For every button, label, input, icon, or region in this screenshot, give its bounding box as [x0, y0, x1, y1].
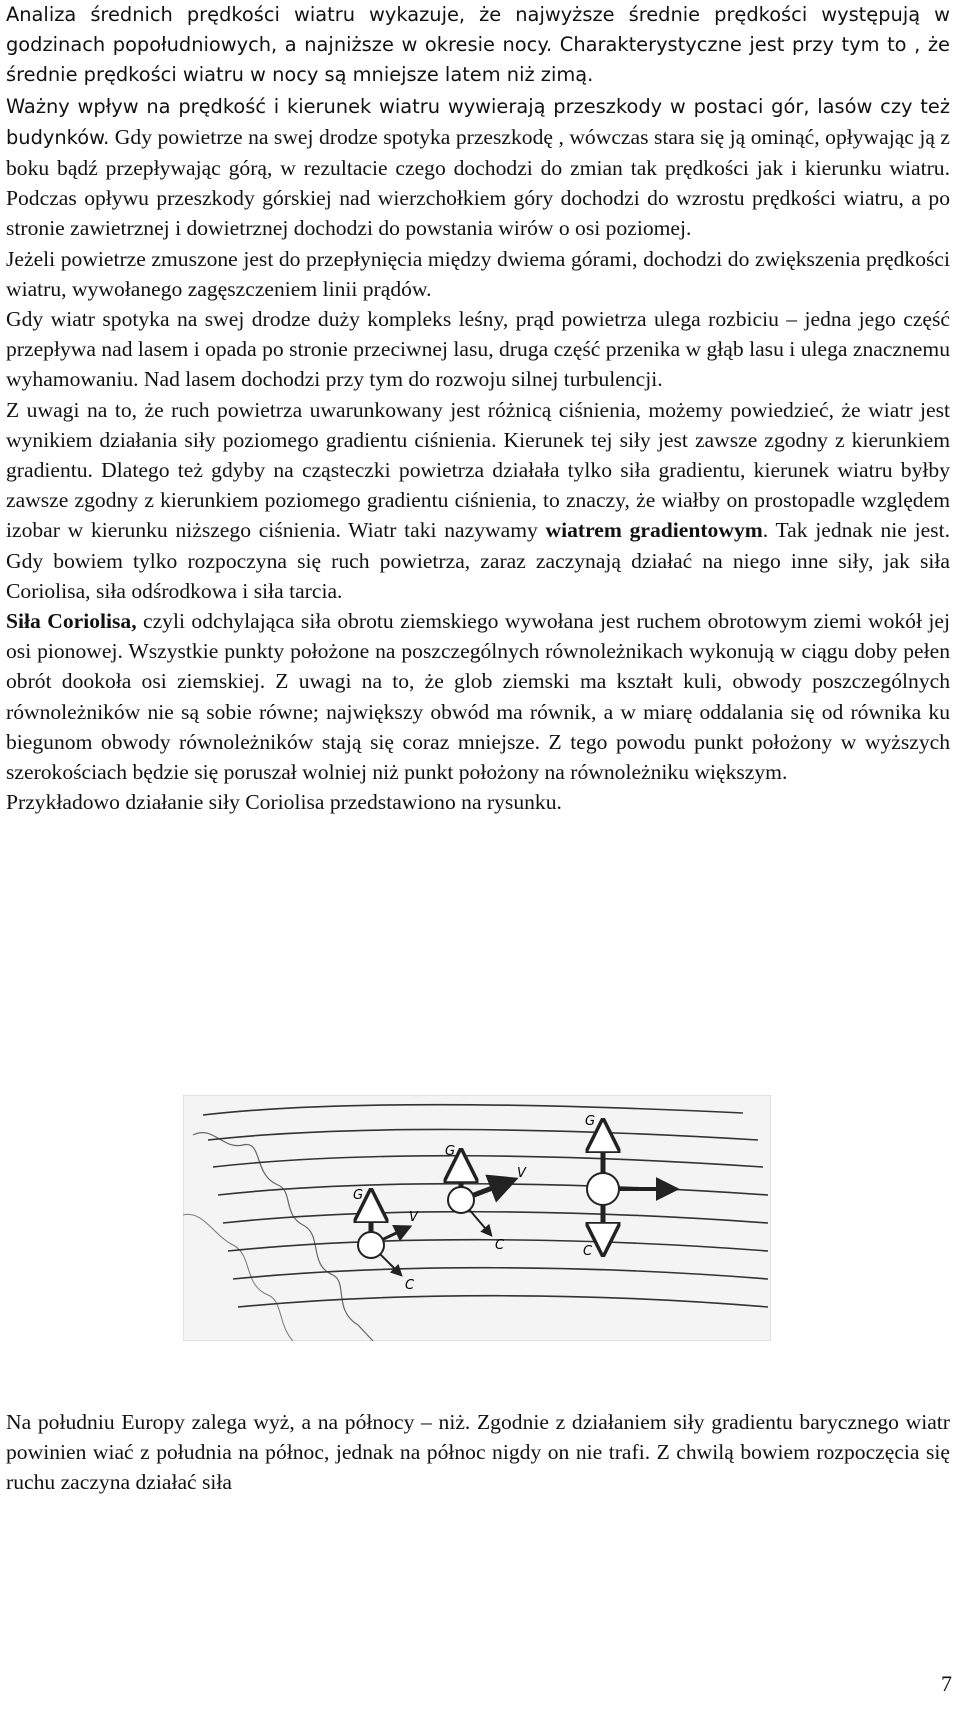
label-c-right: C [583, 1244, 593, 1259]
paragraph-europe-pressure: Na południu Europy zalega wyż, a na północy – niż. Zgodnie z działaniem siły gradientu barycznego wiatr powinien wiać z południa na północ, jednak na północ nigdy on nie trafi. Z chwilą bowiem rozpoczęcia się ruchu zaczyna działać siła [6, 1410, 950, 1495]
paragraph-gradient-wind [6, 395, 950, 606]
paragraph-figure-reference: Przykładowo działanie siły Coriolisa przedstawiono na rysunku. [6, 790, 562, 815]
parcel-circle-middle [448, 1187, 474, 1213]
paragraph-obstacles-rest: Gdy powietrze na swej drodze spotyka przeszkodę , wówczas stara się ją ominąć, opływając ją z boku bądź przepływając górą, w rezultacie czego dochodzi do zmian tak prędkości jak i kierunku wiatru. Podczas opływu przeszkody górskiej nad wierzchołkiem góry dochodzi do wzrostu prędkości wiatru, a po stronie zawietrznej i dowietrznej dochodzi do powstania wirów o osi poziomej. [6, 124, 950, 241]
paragraph-coriolis [6, 606, 950, 787]
paragraph-between-mountains: Jeżeli powietrze zmuszone jest do przepłynięcia między dwiema górami, dochodzi do zwiększenia prędkości wiatru, wywołanego zagęszczeniem linii prądów. [6, 246, 950, 301]
body-text-bottom [6, 1407, 950, 1498]
label-v-left: V [409, 1210, 418, 1225]
term-gradient-wind: wiatrem gradientowym [545, 518, 763, 543]
label-g-middle: G [445, 1144, 456, 1159]
paragraph-obstacles [6, 91, 950, 244]
paragraph-gradient-after: . Tak jednak nie jest. Gdy bowiem tylko rozpoczyna się ruch powietrza, zaraz zaczynają działać na niego inne siły, jak siła Coriolisa, siła odśrodkowa i siła tarcia. [6, 518, 950, 603]
page-number: 7 [941, 1671, 952, 1696]
label-c-middle: C [495, 1238, 505, 1253]
parcel-circle-right [587, 1173, 619, 1205]
label-g-left: G [353, 1188, 364, 1203]
label-v-middle: V [517, 1166, 526, 1181]
label-c-left: C [405, 1278, 415, 1293]
coriolis-figure [183, 1095, 771, 1341]
term-coriolis-force: Siła Coriolisa, [6, 609, 137, 634]
body-text-top [6, 0, 950, 817]
parcel-circle-left [358, 1232, 384, 1258]
coriolis-diagram [183, 1095, 771, 1341]
label-g-right: G [585, 1114, 596, 1129]
paragraph-gradient-before: Z uwagi na to, że ruch powietrza uwarunkowany jest różnicą ciśnienia, możemy powiedzieć, że wiatr jest wynikiem działania siły poziomego gradientu ciśnienia. Kierunek tej siły jest zawsze zgodny z kierunkiem gradientu. Dlatego też gdyby na cząsteczki powietrza działała tylko siła gradientu, kierunek wiatru byłby zawsze zgodny z kierunkiem poziomego gradientu ciśnienia, to znaczy, że wiałby on prostopadle względem izobar w kierunku niższego ciśnienia. Wiatr taki nazywamy [6, 397, 950, 543]
paragraph-coriolis-rest: czyli odchylająca siła obrotu ziemskiego wywołana jest ruchem obrotowym ziemi wokół jej osi pionowej. Wszystkie punkty położone na poszczególnych równoleżnikach wykonują w ciągu doby pełen obrót dookoła osi ziemskiej. Z uwagi na to, że glob ziemski ma kształt kuli, obwody poszczególnych równoleżników nie są sobie równe; największy obwód ma równik, a w miarę oddalania się od równika ku biegunom obwody równoleżników stają się coraz mniejsze. Z tego powodu punkt położony w wyższych szerokościach będzie się poruszał wolniej niż punkt położony na równoleżniku większym. [6, 609, 950, 785]
paragraph-obstacles-lead: Ważny wpływ na prędkość i kierunek wiatru wywierają przeszkody w postaci gór, lasów czy też budynków. [6, 94, 950, 149]
paragraph-wind-speed: Analiza średnich prędkości wiatru wykazuje, że najwyższe średnie prędkości występują w godzinach popołudniowych, a najniższe w okresie nocy. Charakterystyczne jest przy tym to , że średnie prędkości wiatru w nocy są mniejsze latem niż zimą. [6, 3, 950, 87]
paragraph-forest: Gdy wiatr spotyka na swej drodze duży kompleks leśny, prąd powietrza ulega rozbiciu – jedna jego część przepływa nad lasem i opada po stronie przeciwnej lasu, druga część przenika w głąb lasu i ulega znacznemu wyhamowaniu. Nad lasem dochodzi przy tym do rozwoju silnej turbulencji. [6, 307, 950, 392]
